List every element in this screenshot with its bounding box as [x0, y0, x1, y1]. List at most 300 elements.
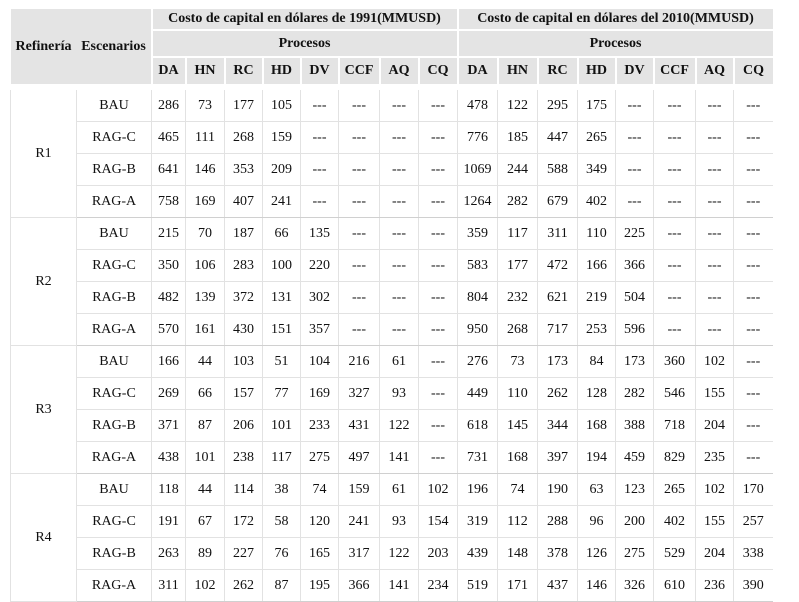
cost-cell: 588	[538, 154, 578, 186]
cost-cell: ---	[339, 90, 380, 122]
cost-cell: ---	[419, 154, 458, 186]
cost-cell: 173	[616, 346, 654, 378]
scenario-label: RAG-C	[77, 506, 152, 538]
cost-cell: 269	[152, 378, 186, 410]
process-code-header: CQ	[419, 57, 458, 84]
cost-cell: 397	[538, 442, 578, 474]
table-row	[11, 122, 773, 154]
cost-cell: 262	[225, 570, 263, 602]
table-row	[11, 410, 773, 442]
cost-cell: 360	[654, 346, 696, 378]
cost-cell: 171	[498, 570, 538, 602]
cost-cell: 148	[498, 538, 538, 570]
cost-cell: 219	[578, 282, 616, 314]
table-row	[11, 538, 773, 570]
cost-cell: 758	[152, 186, 186, 218]
cost-cell: 338	[734, 538, 773, 570]
cost-cell: 209	[263, 154, 301, 186]
cost-cell: ---	[696, 282, 734, 314]
cost-cell: 216	[339, 346, 380, 378]
cost-cell: 388	[616, 410, 654, 442]
cost-cell: ---	[380, 186, 419, 218]
capital-cost-table	[10, 9, 773, 602]
cost-cell: 717	[538, 314, 578, 346]
cost-cell: 122	[498, 90, 538, 122]
process-code-header: HD	[578, 57, 616, 84]
cost-cell: 519	[458, 570, 498, 602]
cost-cell: ---	[301, 186, 339, 218]
cost-cell: 44	[186, 346, 225, 378]
cost-cell: 117	[498, 218, 538, 250]
cost-cell: 583	[458, 250, 498, 282]
cost-cell: 327	[339, 378, 380, 410]
cost-cell: ---	[380, 314, 419, 346]
cost-cell: 101	[263, 410, 301, 442]
scenario-label: RAG-B	[77, 282, 152, 314]
cost-cell: 282	[498, 186, 538, 218]
cost-cell: 275	[616, 538, 654, 570]
cost-cell: ---	[734, 218, 773, 250]
cost-cell: ---	[616, 122, 654, 154]
cost-cell: 190	[538, 474, 578, 506]
process-code-header: RC	[225, 57, 263, 84]
cost-cell: ---	[734, 378, 773, 410]
cost-cell: 447	[538, 122, 578, 154]
cost-cell: 276	[458, 346, 498, 378]
cost-cell: ---	[696, 90, 734, 122]
cost-cell: 283	[225, 250, 263, 282]
cost-cell: 141	[380, 570, 419, 602]
cost-cell: 110	[498, 378, 538, 410]
cost-cell: 70	[186, 218, 225, 250]
cost-cell: 172	[225, 506, 263, 538]
cost-cell: 402	[654, 506, 696, 538]
process-code-header: HN	[186, 57, 225, 84]
cost-cell: 103	[225, 346, 263, 378]
cost-cell: 110	[578, 218, 616, 250]
cost-cell: 504	[616, 282, 654, 314]
cost-cell: 177	[498, 250, 538, 282]
cost-cell: 67	[186, 506, 225, 538]
scenario-label: BAU	[77, 474, 152, 506]
cost-cell: 366	[339, 570, 380, 602]
process-code-header: DA	[152, 57, 186, 84]
scenario-label: RAG-C	[77, 250, 152, 282]
cost-cell: ---	[380, 154, 419, 186]
cost-cell: 131	[263, 282, 301, 314]
cost-cell: 225	[616, 218, 654, 250]
cost-cell: 122	[380, 538, 419, 570]
table-row	[11, 314, 773, 346]
cost-cell: ---	[734, 282, 773, 314]
refinery-label: R3	[11, 346, 77, 474]
process-code-header: RC	[538, 57, 578, 84]
cost-cell: 141	[380, 442, 419, 474]
cost-cell: 114	[225, 474, 263, 506]
cost-cell: 295	[538, 90, 578, 122]
cost-cell: ---	[734, 90, 773, 122]
cost-cell: 61	[380, 474, 419, 506]
cost-cell: ---	[419, 314, 458, 346]
cost-cell: 275	[301, 442, 339, 474]
cost-cell: ---	[419, 250, 458, 282]
cost-cell: 319	[458, 506, 498, 538]
cost-cell: ---	[654, 154, 696, 186]
cost-cell: ---	[654, 314, 696, 346]
cost-cell: ---	[339, 122, 380, 154]
table-row	[11, 506, 773, 538]
cost-cell: ---	[616, 90, 654, 122]
cost-cell: 101	[186, 442, 225, 474]
cost-cell: 288	[538, 506, 578, 538]
cost-cell: 366	[616, 250, 654, 282]
group-header-2010: Costo de capital en dólares del 2010(MMUSD)	[458, 9, 773, 30]
cost-cell: 200	[616, 506, 654, 538]
cost-cell: ---	[419, 410, 458, 442]
cost-cell: 430	[225, 314, 263, 346]
group-header-1991: Costo de capital en dólares de 1991(MMUSD)	[152, 9, 458, 30]
cost-cell: 195	[301, 570, 339, 602]
table-row	[11, 154, 773, 186]
cost-cell: 139	[186, 282, 225, 314]
cost-cell: 61	[380, 346, 419, 378]
cost-cell: ---	[734, 186, 773, 218]
cost-cell: 431	[339, 410, 380, 442]
cost-cell: 169	[186, 186, 225, 218]
scenario-label: BAU	[77, 90, 152, 122]
cost-cell: 497	[339, 442, 380, 474]
cost-cell: 641	[152, 154, 186, 186]
cost-cell: ---	[380, 90, 419, 122]
cost-cell: 344	[538, 410, 578, 442]
cost-cell: ---	[734, 442, 773, 474]
cost-cell: 439	[458, 538, 498, 570]
scenario-label: BAU	[77, 218, 152, 250]
cost-cell: 89	[186, 538, 225, 570]
cost-cell: 232	[498, 282, 538, 314]
cost-cell: 265	[578, 122, 616, 154]
cost-cell: ---	[734, 250, 773, 282]
cost-cell: 84	[578, 346, 616, 378]
cost-cell: 241	[339, 506, 380, 538]
cost-cell: 145	[498, 410, 538, 442]
cost-cell: ---	[696, 154, 734, 186]
cost-cell: 146	[186, 154, 225, 186]
cost-cell: ---	[696, 122, 734, 154]
procesos-header-1991: Procesos	[152, 30, 458, 57]
cost-cell: 244	[498, 154, 538, 186]
cost-cell: 102	[696, 346, 734, 378]
cost-cell: 402	[578, 186, 616, 218]
cost-cell: 73	[186, 90, 225, 122]
cost-cell: 168	[498, 442, 538, 474]
cost-cell: ---	[380, 218, 419, 250]
cost-cell: 326	[616, 570, 654, 602]
cost-cell: 357	[301, 314, 339, 346]
cost-cell: ---	[734, 346, 773, 378]
cost-cell: ---	[734, 410, 773, 442]
cost-cell: 194	[578, 442, 616, 474]
cost-cell: 93	[380, 506, 419, 538]
cost-cell: 146	[578, 570, 616, 602]
process-code-header: CCF	[654, 57, 696, 84]
cost-cell: 76	[263, 538, 301, 570]
scenario-label: RAG-A	[77, 442, 152, 474]
cost-cell: 359	[458, 218, 498, 250]
cost-cell: 151	[263, 314, 301, 346]
cost-cell: ---	[654, 282, 696, 314]
cost-cell: 157	[225, 378, 263, 410]
cost-cell: 102	[186, 570, 225, 602]
cost-cell: 58	[263, 506, 301, 538]
cost-cell: 233	[301, 410, 339, 442]
cost-cell: ---	[301, 154, 339, 186]
cost-cell: 74	[301, 474, 339, 506]
cost-cell: 204	[696, 538, 734, 570]
cost-cell: 203	[419, 538, 458, 570]
cost-cell: 438	[152, 442, 186, 474]
process-code-header: AQ	[696, 57, 734, 84]
cost-cell: 529	[654, 538, 696, 570]
cost-cell: ---	[301, 122, 339, 154]
scenario-label: RAG-A	[77, 570, 152, 602]
cost-cell: 102	[419, 474, 458, 506]
cost-cell: ---	[696, 218, 734, 250]
cost-cell: 437	[538, 570, 578, 602]
cost-cell: 126	[578, 538, 616, 570]
cost-cell: ---	[380, 122, 419, 154]
table-row	[11, 378, 773, 410]
cost-cell: 253	[578, 314, 616, 346]
cost-cell: ---	[419, 442, 458, 474]
cost-cell: 268	[498, 314, 538, 346]
cost-cell: ---	[734, 154, 773, 186]
cost-cell: 950	[458, 314, 498, 346]
cost-cell: ---	[654, 218, 696, 250]
cost-cell: ---	[419, 378, 458, 410]
process-code-header: HD	[263, 57, 301, 84]
cost-cell: ---	[419, 218, 458, 250]
cost-cell: ---	[419, 90, 458, 122]
cost-cell: 621	[538, 282, 578, 314]
cost-cell: 51	[263, 346, 301, 378]
cost-cell: 118	[152, 474, 186, 506]
cost-cell: 123	[616, 474, 654, 506]
cost-cell: 77	[263, 378, 301, 410]
cost-cell: ---	[616, 186, 654, 218]
scenario-label: RAG-C	[77, 378, 152, 410]
cost-cell: 165	[301, 538, 339, 570]
cost-cell: 804	[458, 282, 498, 314]
cost-cell: 155	[696, 378, 734, 410]
cost-cell: ---	[380, 282, 419, 314]
table-row	[11, 282, 773, 314]
cost-cell: 100	[263, 250, 301, 282]
table-row	[11, 186, 773, 218]
cost-cell: 1069	[458, 154, 498, 186]
scenario-label: RAG-A	[77, 314, 152, 346]
cost-cell: 175	[578, 90, 616, 122]
cost-cell: 111	[186, 122, 225, 154]
cost-cell: 235	[696, 442, 734, 474]
cost-cell: ---	[616, 154, 654, 186]
cost-cell: 66	[263, 218, 301, 250]
cost-cell: 478	[458, 90, 498, 122]
refinery-label: R4	[11, 474, 77, 602]
cost-cell: 311	[152, 570, 186, 602]
cost-cell: 829	[654, 442, 696, 474]
scenario-label: RAG-B	[77, 538, 152, 570]
cost-cell: ---	[734, 314, 773, 346]
cost-cell: 215	[152, 218, 186, 250]
scenario-label: RAG-B	[77, 410, 152, 442]
cost-cell: 161	[186, 314, 225, 346]
cost-cell: 128	[578, 378, 616, 410]
cost-cell: ---	[419, 186, 458, 218]
refinery-label: R1	[11, 90, 77, 218]
process-code-header: HN	[498, 57, 538, 84]
cost-cell: 204	[696, 410, 734, 442]
procesos-header-2010: Procesos	[458, 30, 773, 57]
cost-cell: ---	[339, 186, 380, 218]
cost-cell: 257	[734, 506, 773, 538]
cost-cell: 286	[152, 90, 186, 122]
cost-cell: ---	[654, 250, 696, 282]
cost-cell: 1264	[458, 186, 498, 218]
cost-cell: ---	[339, 218, 380, 250]
cost-cell: 196	[458, 474, 498, 506]
cost-cell: 106	[186, 250, 225, 282]
cost-cell: 102	[696, 474, 734, 506]
table-row	[11, 346, 773, 378]
process-code-header: AQ	[380, 57, 419, 84]
cost-cell: 472	[538, 250, 578, 282]
cost-cell: 93	[380, 378, 419, 410]
cost-cell: 63	[578, 474, 616, 506]
cost-cell: 177	[225, 90, 263, 122]
cost-cell: 173	[538, 346, 578, 378]
cost-cell: 120	[301, 506, 339, 538]
cost-cell: 87	[263, 570, 301, 602]
cost-cell: 268	[225, 122, 263, 154]
cost-cell: 302	[301, 282, 339, 314]
table-row	[11, 474, 773, 506]
cost-cell: 154	[419, 506, 458, 538]
cost-cell: 96	[578, 506, 616, 538]
cost-cell: 238	[225, 442, 263, 474]
cost-cell: 718	[654, 410, 696, 442]
table-row	[11, 90, 773, 122]
cost-cell: 104	[301, 346, 339, 378]
cost-cell: 168	[578, 410, 616, 442]
process-code-header: DA	[458, 57, 498, 84]
cost-cell: 311	[538, 218, 578, 250]
cost-cell: ---	[696, 186, 734, 218]
table-row	[11, 218, 773, 250]
cost-cell: ---	[654, 90, 696, 122]
cost-cell: 159	[339, 474, 380, 506]
scenario-label: RAG-A	[77, 186, 152, 218]
cost-cell: 112	[498, 506, 538, 538]
cost-cell: ---	[301, 90, 339, 122]
cost-cell: ---	[696, 250, 734, 282]
table-row	[11, 442, 773, 474]
cost-cell: 372	[225, 282, 263, 314]
cost-cell: 166	[152, 346, 186, 378]
cost-cell: ---	[339, 250, 380, 282]
cost-cell: 105	[263, 90, 301, 122]
scenario-label: RAG-B	[77, 154, 152, 186]
cost-cell: 390	[734, 570, 773, 602]
cost-cell: 546	[654, 378, 696, 410]
cost-cell: ---	[419, 282, 458, 314]
cost-cell: 263	[152, 538, 186, 570]
cost-cell: 570	[152, 314, 186, 346]
cost-cell: ---	[734, 122, 773, 154]
cost-cell: 73	[498, 346, 538, 378]
cost-cell: 618	[458, 410, 498, 442]
cost-cell: 459	[616, 442, 654, 474]
cost-cell: 117	[263, 442, 301, 474]
cost-cell: 241	[263, 186, 301, 218]
cost-cell: 482	[152, 282, 186, 314]
table-row	[11, 570, 773, 602]
cost-cell: ---	[654, 122, 696, 154]
cost-cell: ---	[419, 346, 458, 378]
cost-cell: 465	[152, 122, 186, 154]
cost-cell: 731	[458, 442, 498, 474]
cost-cell: 227	[225, 538, 263, 570]
cost-cell: 185	[498, 122, 538, 154]
cost-cell: 74	[498, 474, 538, 506]
cost-cell: 206	[225, 410, 263, 442]
cost-cell: 262	[538, 378, 578, 410]
cost-cell: 776	[458, 122, 498, 154]
process-code-header: CQ	[734, 57, 773, 84]
cost-cell: 135	[301, 218, 339, 250]
process-code-header: CCF	[339, 57, 380, 84]
cost-cell: 236	[696, 570, 734, 602]
scenario-label: BAU	[77, 346, 152, 378]
refineria-header: Refinería	[11, 9, 77, 84]
process-code-header: DV	[616, 57, 654, 84]
process-code-header: DV	[301, 57, 339, 84]
cost-cell: ---	[339, 314, 380, 346]
refinery-label: R2	[11, 218, 77, 346]
cost-cell: 169	[301, 378, 339, 410]
cost-cell: 234	[419, 570, 458, 602]
cost-cell: 122	[380, 410, 419, 442]
cost-cell: 155	[696, 506, 734, 538]
cost-cell: 449	[458, 378, 498, 410]
cost-cell: 220	[301, 250, 339, 282]
cost-cell: 265	[654, 474, 696, 506]
cost-cell: 87	[186, 410, 225, 442]
cost-cell: 596	[616, 314, 654, 346]
table-row	[11, 250, 773, 282]
cost-cell: 349	[578, 154, 616, 186]
cost-cell: 191	[152, 506, 186, 538]
cost-cell: 407	[225, 186, 263, 218]
cost-cell: 38	[263, 474, 301, 506]
cost-cell: 170	[734, 474, 773, 506]
cost-cell: 317	[339, 538, 380, 570]
cost-cell: ---	[654, 186, 696, 218]
cost-cell: 371	[152, 410, 186, 442]
cost-cell: 166	[578, 250, 616, 282]
cost-cell: ---	[339, 282, 380, 314]
cost-cell: 350	[152, 250, 186, 282]
